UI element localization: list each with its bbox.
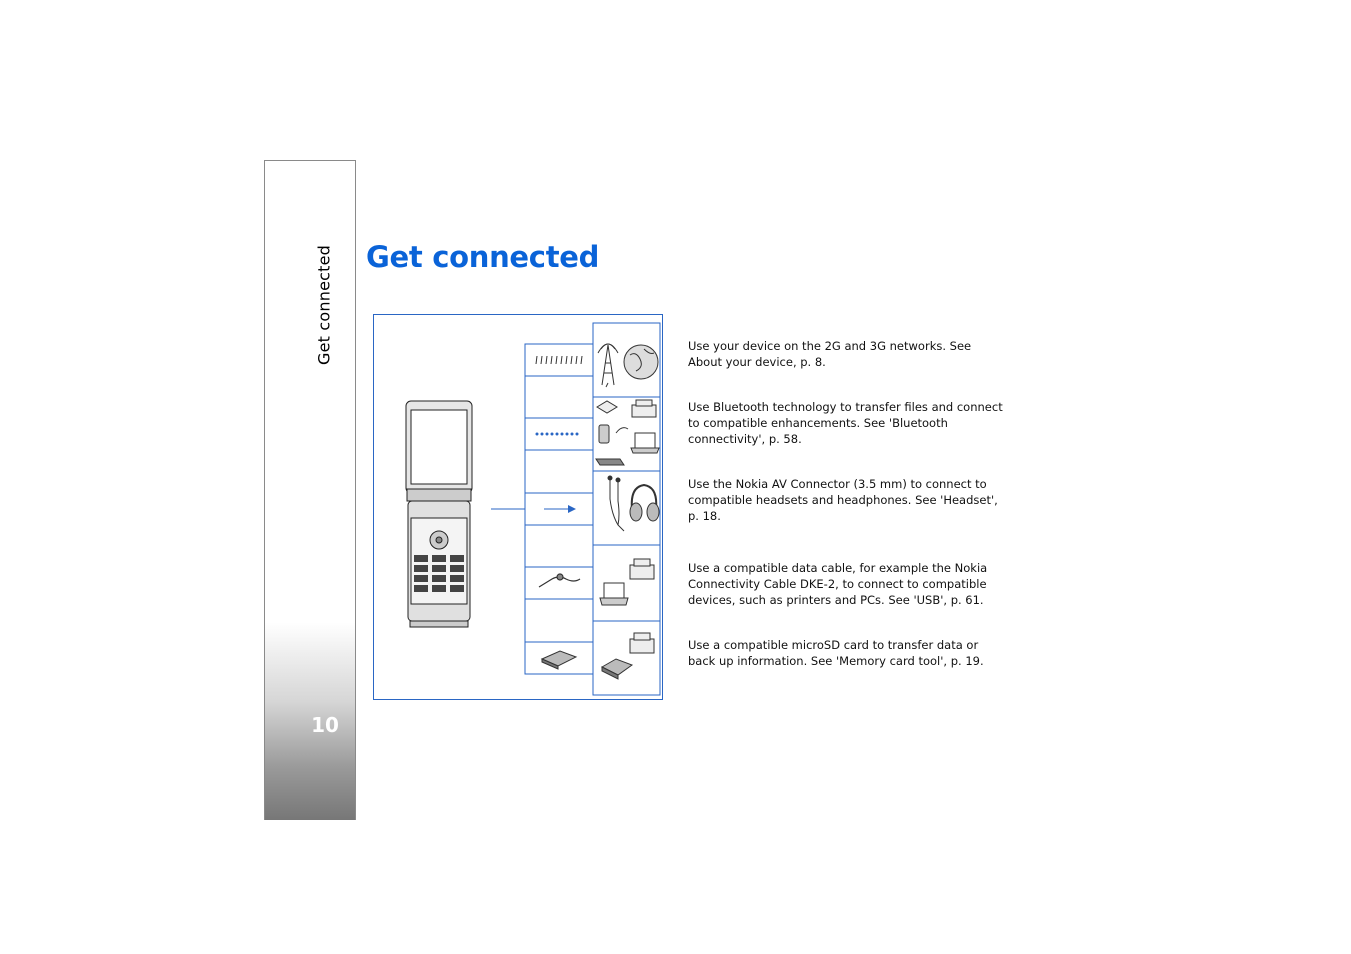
side-tab-label: Get connected	[314, 245, 334, 365]
connectivity-diagram-art	[374, 315, 664, 701]
phone-illustration	[406, 401, 472, 627]
memory-devices-panel	[593, 621, 660, 695]
network-connector-box	[525, 344, 593, 376]
memory-printer-icon	[630, 633, 654, 653]
usb-laptop-icon	[600, 583, 628, 605]
printer-icon	[632, 400, 656, 417]
page-number: 10	[311, 713, 339, 737]
usb-devices-panel	[593, 545, 660, 621]
connectivity-diagram	[373, 314, 663, 700]
description-network: Use your device on the 2G and 3G networks. See About your device, p. 8.	[688, 339, 972, 369]
bluetooth-dots-icon	[536, 433, 579, 436]
description-av-connector: Use the Nokia AV Connector (3.5 mm) to connect to compatible headsets and headphones. See 'Headset', p. 18.	[688, 477, 998, 523]
usb-connector-box	[525, 567, 593, 599]
description-data-cable: Use a compatible data cable, for example the Nokia Connectivity Cable DKE-2, to connect to compatible devices, such as printers and PCs. See 'USB', p. 61.	[688, 561, 988, 607]
keyboard-icon	[596, 459, 624, 465]
description-memory-card: Use a compatible microSD card to transfer data or back up information. See 'Memory card tool', p. 19.	[688, 638, 984, 668]
laptop-icon	[631, 433, 659, 453]
usb-printer-icon	[630, 559, 654, 579]
phone-icon	[599, 425, 609, 443]
page-title: Get connected	[366, 240, 600, 274]
bluetooth-connector-box	[525, 418, 593, 450]
description-bluetooth: Use Bluetooth technology to transfer files and connect to compatible enhancements. See 'Bluetooth connectivity', p. 58.	[688, 400, 1003, 446]
globe-icon	[624, 345, 658, 379]
